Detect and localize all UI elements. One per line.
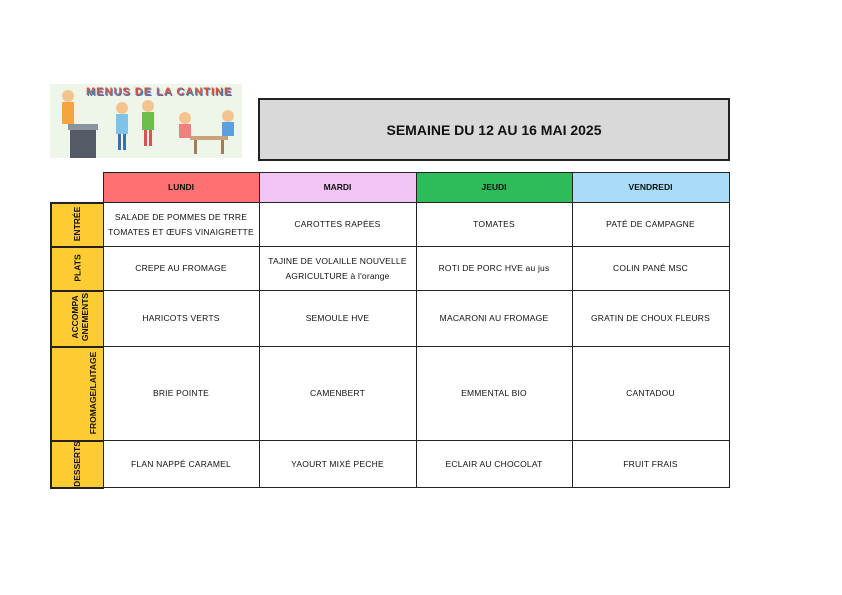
menu-cell: EMMENTAL BIO [416, 347, 572, 441]
menu-cell: SEMOULE HVE [259, 291, 416, 347]
category-label: PLATS [72, 254, 83, 282]
table-corner [51, 173, 103, 203]
menu-cell: FLAN NAPPÉ CARAMEL [103, 441, 259, 488]
menu-cell: TAJINE DE VOLAILLE NOUVELLE AGRICULTURE à l'orange [259, 247, 416, 291]
table-row [51, 441, 729, 488]
menu-cell: CANTADOU [572, 347, 729, 441]
category-label: FROMAGE/LAITAGE [88, 351, 99, 435]
menu-cell: YAOURT MIXÉ PECHE [259, 441, 416, 488]
cantine-logo [50, 84, 242, 158]
table-row [51, 203, 729, 247]
menu-cell: BRIE POINTE [103, 347, 259, 441]
menu-cell: CAMENBERT [259, 347, 416, 441]
table-row [51, 247, 729, 291]
category-desserts [51, 441, 103, 488]
menu-cell: PATÉ DE CAMPAGNE [572, 203, 729, 247]
day-header-vendredi: VENDREDI [572, 173, 729, 203]
menu-cell: SALADE DE POMMES DE TRRE TOMATES ET ŒUFS VINAIGRETTE [103, 203, 259, 247]
menu-cell: COLIN PANÉ MSC [572, 247, 729, 291]
table-row [51, 347, 729, 441]
table-row [51, 291, 729, 347]
day-header-mardi: MARDI [259, 173, 416, 203]
menu-table [50, 172, 730, 489]
category-label: ACCOMPA GNEMENTS [70, 292, 90, 342]
menu-cell: MACARONI AU FROMAGE [416, 291, 572, 347]
category-entree [51, 203, 103, 247]
category-label: ENTRÉE [72, 206, 83, 242]
week-banner [258, 98, 730, 161]
logo-title: MENUS DE LA CANTINE [86, 86, 233, 98]
day-header-row [51, 173, 729, 203]
menu-cell: HARICOTS VERTS [103, 291, 259, 347]
menu-cell: ROTI DE PORC HVE au jus [416, 247, 572, 291]
menu-cell: ECLAIR AU CHOCOLAT [416, 441, 572, 488]
menu-cell: FRUIT FRAIS [572, 441, 729, 488]
menu-cell: GRATIN DE CHOUX FLEURS [572, 291, 729, 347]
day-header-lundi: LUNDI [103, 173, 259, 203]
category-label: DESSERTS [72, 440, 83, 487]
category-fromage-laitage [51, 347, 103, 441]
menu-cell: TOMATES [416, 203, 572, 247]
category-accompagnements [51, 291, 103, 347]
category-plats [51, 247, 103, 291]
week-title: SEMAINE DU 12 AU 16 MAI 2025 [386, 121, 602, 138]
day-header-jeudi: JEUDI [416, 173, 572, 203]
menu-cell: CAROTTES RAPÉES [259, 203, 416, 247]
menu-cell: CREPE AU FROMAGE [103, 247, 259, 291]
